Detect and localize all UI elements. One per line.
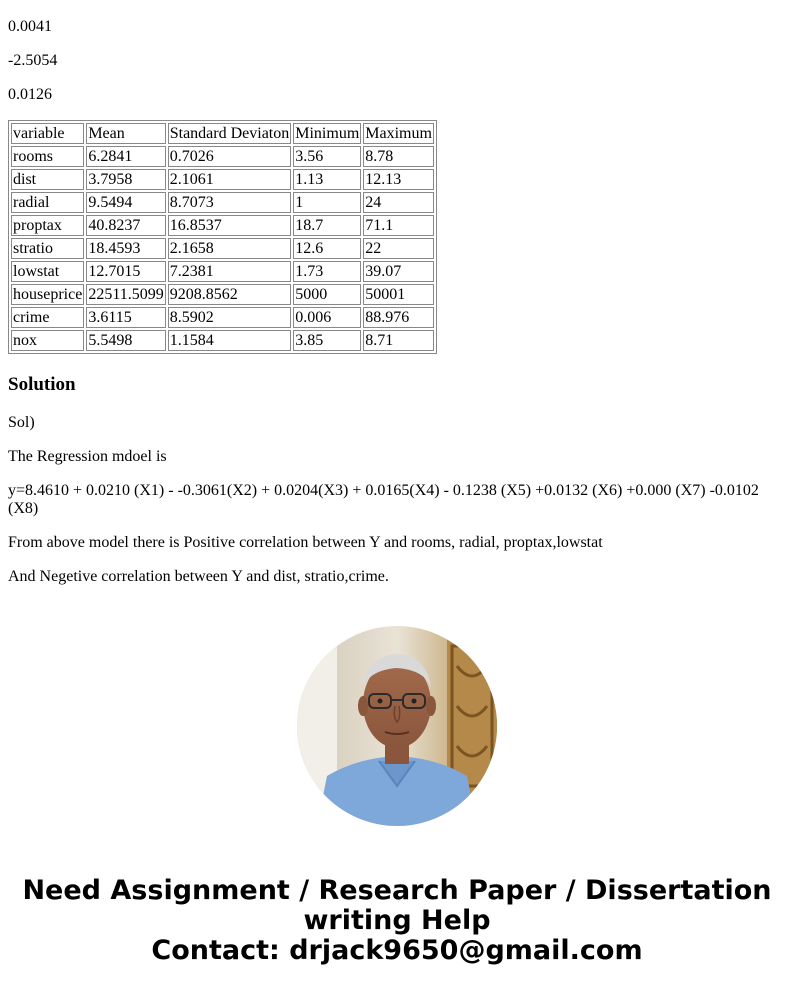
table-header-cell: variable xyxy=(11,123,84,144)
table-cell: 9.5494 xyxy=(86,192,165,213)
table-cell: 18.4593 xyxy=(86,238,165,259)
table-cell: 7.2381 xyxy=(168,261,292,282)
table-cell: 3.56 xyxy=(293,146,361,167)
table-header-cell: Minimum xyxy=(295,125,360,142)
negative-correlation-text: And Negetive correlation between Y and dist, stratio,crime. xyxy=(8,568,389,585)
coefficient-value: 0.0041 xyxy=(8,18,52,35)
table-cell: 3.7958 xyxy=(86,169,165,190)
table-cell: 5000 xyxy=(293,284,361,305)
table-row xyxy=(11,307,434,328)
table-cell: 1 xyxy=(293,192,361,213)
solution-label: Sol) xyxy=(8,414,35,431)
table-cell: lowstat xyxy=(11,261,84,282)
coefficient-value: -2.5054 xyxy=(8,52,58,69)
solution-section xyxy=(8,374,786,586)
table-row xyxy=(11,330,434,351)
table-cell: stratio xyxy=(11,238,84,259)
promo-line-2: writing Help xyxy=(303,905,491,936)
table-cell: 16.8537 xyxy=(168,215,292,236)
table-header-cell: Mean xyxy=(86,123,165,144)
table-cell: 12.7015 xyxy=(86,261,165,282)
summary-statistics-table xyxy=(8,120,437,354)
document-body xyxy=(8,0,786,602)
table-cell: rooms xyxy=(11,146,84,167)
table-cell: 12.13 xyxy=(363,169,434,190)
table-cell: 18.7 xyxy=(293,215,361,236)
table-cell: 8.78 xyxy=(363,146,434,167)
table-cell: 8.5902 xyxy=(168,307,292,328)
solution-heading: Solution xyxy=(8,374,76,395)
table-cell: 24 xyxy=(363,192,434,213)
table-cell: 8.71 xyxy=(363,330,434,351)
coefficient-value xyxy=(8,0,786,2)
table-header-cell: Maximum xyxy=(365,125,432,142)
table-cell: 39.07 xyxy=(363,261,434,282)
table-cell: 2.1061 xyxy=(168,169,292,190)
table-cell: 50001 xyxy=(363,284,434,305)
table-header-row xyxy=(11,123,434,144)
table-row xyxy=(11,192,434,213)
table-cell: 40.8237 xyxy=(86,215,165,236)
table-cell: 1.73 xyxy=(293,261,361,282)
promo-contact: Contact: drjack9650@gmail.com xyxy=(151,935,643,966)
table-cell: 1.13 xyxy=(293,169,361,190)
table-header-cell: Standard Deviaton xyxy=(169,125,290,142)
table-cell: 9208.8562 xyxy=(168,284,292,305)
table-cell: dist xyxy=(11,169,84,190)
table-cell: 6.2841 xyxy=(86,146,165,167)
promo-line-1: Need Assignment / Research Paper / Dissertation xyxy=(22,875,772,906)
coefficient-value: 0.0126 xyxy=(8,86,52,103)
table-cell: proptax xyxy=(11,215,84,236)
positive-correlation-text: From above model there is Positive correlation between Y and rooms, radial, proptax,lowstat xyxy=(8,534,603,551)
table-cell: crime xyxy=(11,307,84,328)
table-cell: 22 xyxy=(363,238,434,259)
table-row xyxy=(11,238,434,259)
table-row xyxy=(11,284,434,305)
table-cell: 88.976 xyxy=(363,307,434,328)
table-cell: 3.6115 xyxy=(86,307,165,328)
table-cell: houseprice xyxy=(13,286,83,303)
table-cell: nox xyxy=(11,330,84,351)
table-cell: 3.85 xyxy=(293,330,361,351)
table-cell: radial xyxy=(11,192,84,213)
model-intro: The Regression mdoel is xyxy=(8,448,167,465)
author-photo-illustration xyxy=(297,626,497,826)
table-row xyxy=(11,146,434,167)
table-cell: 5.5498 xyxy=(86,330,165,351)
table-row xyxy=(11,169,434,190)
table-row xyxy=(11,261,434,282)
table-cell: 12.6 xyxy=(293,238,361,259)
table-cell: 2.1658 xyxy=(168,238,292,259)
table-cell: 0.006 xyxy=(293,307,361,328)
coefficient-list xyxy=(8,0,786,104)
table-cell: 0.7026 xyxy=(168,146,292,167)
promo-banner xyxy=(0,876,794,966)
table-cell: 1.1584 xyxy=(168,330,292,351)
table-cell: 8.7073 xyxy=(168,192,292,213)
table-cell: 71.1 xyxy=(363,215,434,236)
author-avatar xyxy=(297,626,497,826)
regression-equation: y=8.4610 + 0.0210 (X1) - -0.3061(X2) + 0.0204(X3) + 0.0165(X4) - 0.1238 (X5) +0.0132 (X6) +0.000 (X7) -0.0102 (X8) xyxy=(8,482,759,517)
table-row xyxy=(11,215,434,236)
table-cell: 22511.5099 xyxy=(88,286,164,303)
